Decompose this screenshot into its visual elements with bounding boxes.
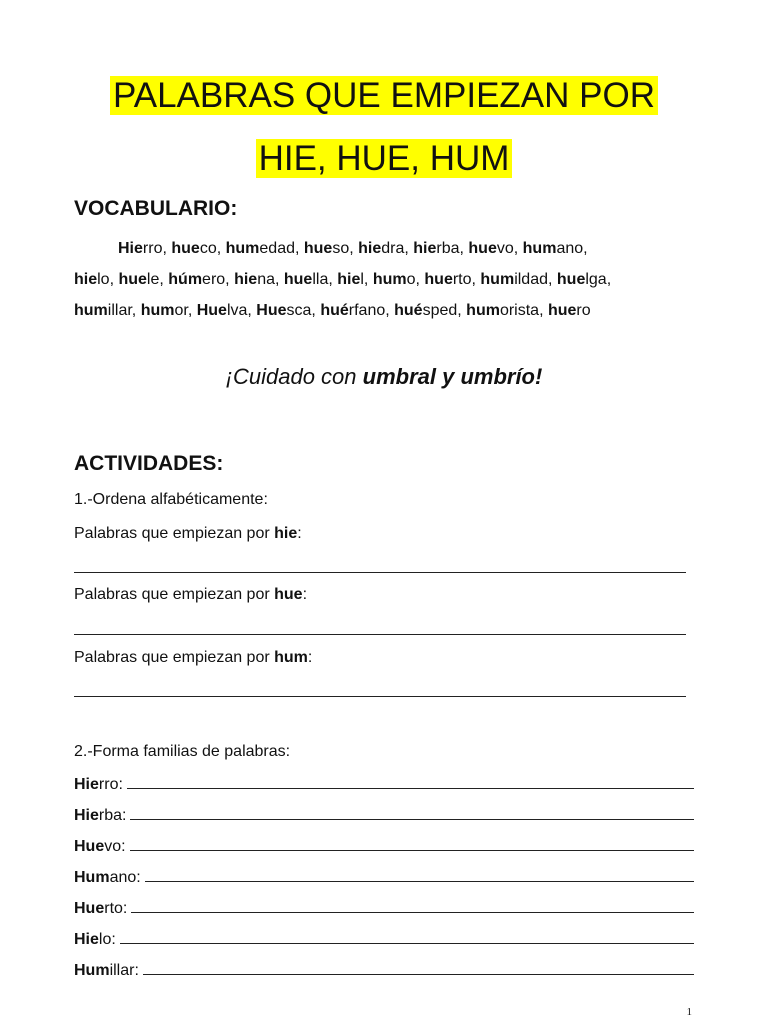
vocabulary-word: hueco — [171, 240, 217, 257]
answer-line-hie[interactable] — [74, 572, 686, 573]
answer-line[interactable] — [131, 898, 694, 913]
vocabulary-word: huele — [118, 271, 160, 288]
activity-2-title: 2.-Forma familias de palabras: — [74, 743, 291, 760]
word-family-label: Hierba: — [74, 807, 127, 824]
word-family-label: Hielo: — [74, 931, 116, 948]
title-line-2: HIE, HUE, HUM — [0, 138, 768, 180]
answer-line-hue[interactable] — [74, 634, 686, 635]
vocabulary-list — [74, 233, 704, 326]
word-family-row — [74, 836, 694, 856]
vocabulary-heading: VOCABULARIO: — [74, 197, 238, 220]
vocabulary-word: humorista — [466, 302, 540, 319]
answer-line[interactable] — [120, 929, 694, 944]
warning-note: ¡Cuidado con umbral y umbrío! — [225, 364, 543, 389]
word-family-row — [74, 805, 694, 825]
activity-1-title: 1.-Ordena alfabéticamente: — [74, 491, 268, 508]
prompt-hue: Palabras que empiezan por hue: — [74, 586, 308, 603]
word-family-label: Huerto: — [74, 900, 128, 917]
vocabulary-word: huésped — [394, 302, 458, 319]
vocabulary-word: Huelva — [196, 302, 248, 319]
vocabulary-word: hiena — [234, 271, 275, 288]
vocabulary-word: humano — [522, 240, 584, 257]
prompt-hum: Palabras que empiezan por hum: — [74, 649, 313, 666]
answer-line[interactable] — [145, 867, 694, 882]
vocabulary-word: hiedra — [358, 240, 405, 257]
vocabulary-line: hielo, huele, húmero, hiena, huella, hiel, humo, huerto, humildad, huelga, — [74, 271, 612, 288]
vocabulary-word: huevo — [468, 240, 514, 257]
word-family-row — [74, 867, 694, 887]
vocabulary-line: Hierro, hueco, humedad, hueso, hiedra, hierba, huevo, humano, — [118, 240, 588, 257]
answer-line[interactable] — [143, 960, 694, 975]
vocabulary-word: humedad — [225, 240, 295, 257]
vocabulary-word: humillar — [74, 302, 132, 319]
vocabulary-word: Hierro — [118, 240, 163, 257]
word-family-label: Humillar: — [74, 962, 139, 979]
activities-heading: ACTIVIDADES: — [74, 452, 224, 475]
word-family-label: Huevo: — [74, 838, 126, 855]
vocabulary-line: humillar, humor, Huelva, Huesca, huérfano, huésped, humorista, huero — [74, 302, 591, 319]
vocabulary-word: humildad — [480, 271, 548, 288]
answer-line-hum[interactable] — [74, 696, 686, 697]
page-number: 1 — [686, 1006, 692, 1018]
vocabulary-word: hielo — [74, 271, 110, 288]
vocabulary-word: hueso — [303, 240, 350, 257]
vocabulary-word: hiel — [337, 271, 364, 288]
word-family-label: Humano: — [74, 869, 141, 886]
vocabulary-word: Huesca — [256, 302, 312, 319]
title-line-1: PALABRAS QUE EMPIEZAN POR — [0, 75, 768, 117]
vocabulary-word: humo — [372, 271, 416, 288]
word-family-label: Hierro: — [74, 776, 123, 793]
vocabulary-word: húmero — [168, 271, 226, 288]
word-family-row — [74, 774, 694, 794]
vocabulary-word: hierba — [413, 240, 460, 257]
vocabulary-word: humor — [140, 302, 188, 319]
vocabulary-word: huero — [547, 302, 591, 319]
word-family-row — [74, 898, 694, 918]
answer-line[interactable] — [127, 774, 694, 789]
vocabulary-word: huella — [283, 271, 329, 288]
word-family-row — [74, 929, 694, 949]
word-family-row — [74, 960, 694, 980]
answer-line[interactable] — [130, 836, 694, 851]
prompt-hie: Palabras que empiezan por hie: — [74, 525, 302, 542]
answer-line[interactable] — [130, 805, 694, 820]
vocabulary-word: huérfano — [320, 302, 386, 319]
vocabulary-word: huelga — [556, 271, 607, 288]
vocabulary-word: huerto — [424, 271, 472, 288]
